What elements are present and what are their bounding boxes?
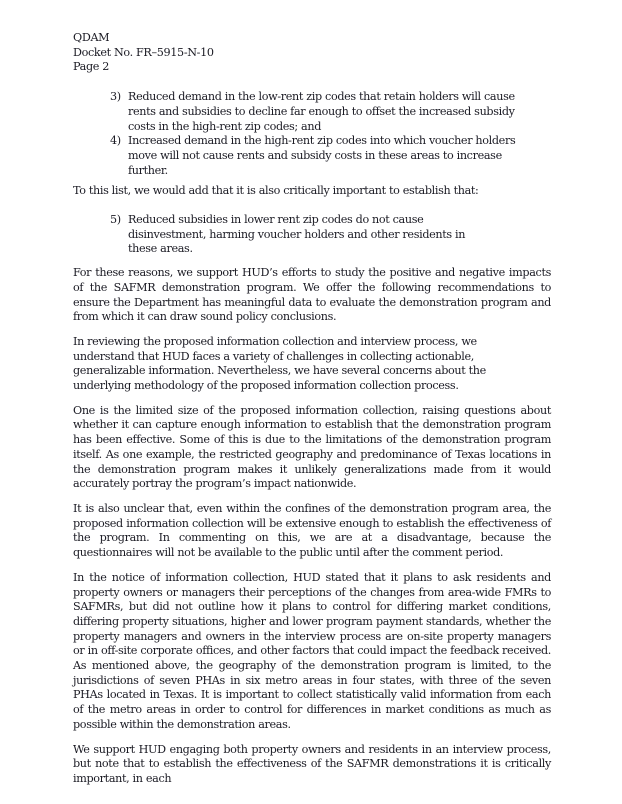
paragraph-notice: In the notice of information collection, HUD stated that it plans to ask residents and property owners or managers their perceptions of the changes from area-wide FMRs to SAFMRs, but did not outline how it plans to control for differing market conditions, differing property situations, higher and lower program payment standards, whether the property managers and owners in the interview process are on-site property managers or in off-site corporate offices, and other factors that could impact the feedback received. As mentioned above, the geography of the demonstration program is limited, to the jurisdictions of seven PHAs in six metro areas in four states, with three of the seven PHAs located in Texas. It is important to collect statistically valid information from each of the metro areas in order to control for differences in market conditions as much as possible within the demonstration areas. xyxy=(73,570,551,731)
list-item-text: Increased demand in the high-rent zip codes into which voucher holders move will not cause rents and subsidy costs in these areas to increase further. xyxy=(128,134,516,177)
list-item-text: Reduced demand in the low-rent zip codes that retain holders will cause rents and subsidies to decline far enough to offset the increased subsidy costs in the high-rent zip codes; and xyxy=(128,90,515,133)
paragraph-intro-add: To this list, we would add that it is also critically important to establish that: xyxy=(73,184,479,198)
numbered-list-additional xyxy=(73,213,551,257)
page-header xyxy=(73,31,551,75)
list-item-number: 3) xyxy=(110,90,121,104)
list-item-number: 5) xyxy=(110,213,121,227)
list-item-number: 4) xyxy=(110,134,121,148)
paragraph-support: We support HUD engaging both property owners and residents in an interview process, but note that to establish the effectiveness of the SAFMR demonstrations it is critically important, in each xyxy=(73,742,551,785)
paragraph-reviewing: In reviewing the proposed information collection and interview process, we understand that HUD faces a variety of challenges in collecting actionable, generalizable information. Nevertheless, we have several concerns about the underlying methodology of the proposed information collection process. xyxy=(73,334,486,393)
paragraph-limited-size: One is the limited size of the proposed information collection, raising questions about whether it can capture enough information to establish that the demonstration program has been effective. Some of this is due to the limitations of the demonstration program itself. As one example, the restricted geography and predominance of Texas locations in the demonstration program makes it unlikely generalizations made from it would accurately portray the program’s impact nationwide. xyxy=(73,403,551,491)
paragraph-reasons: For these reasons, we support HUD’s efforts to study the positive and negative impacts of the SAFMR demonstration program. We offer the following recommendations to ensure the Department has meaningful data to evaluate the demonstration program and from which it can draw sound policy conclusions. xyxy=(73,266,551,324)
list-item-text: Reduced subsidies in lower rent zip codes do not cause disinvestment, harming voucher holders and other residents in these areas. xyxy=(128,213,466,256)
page-number: Page 2 xyxy=(73,60,110,74)
organization-name: QDAM xyxy=(73,31,110,44)
list-item xyxy=(73,90,551,134)
document-page xyxy=(73,31,551,797)
list-item xyxy=(73,134,551,178)
numbered-list-conditions xyxy=(73,90,551,178)
paragraph-unclear: It is also unclear that, even within the confines of the demonstration program area, the proposed information collection will be extensive enough to establish the effectiveness of the program. In commenting on this, we are at a disadvantage, because the questionnaires will not be available to the public until after the comment period. xyxy=(73,501,551,560)
list-item xyxy=(73,213,551,257)
docket-number: Docket No. FR–5915-N-10 xyxy=(73,45,214,59)
